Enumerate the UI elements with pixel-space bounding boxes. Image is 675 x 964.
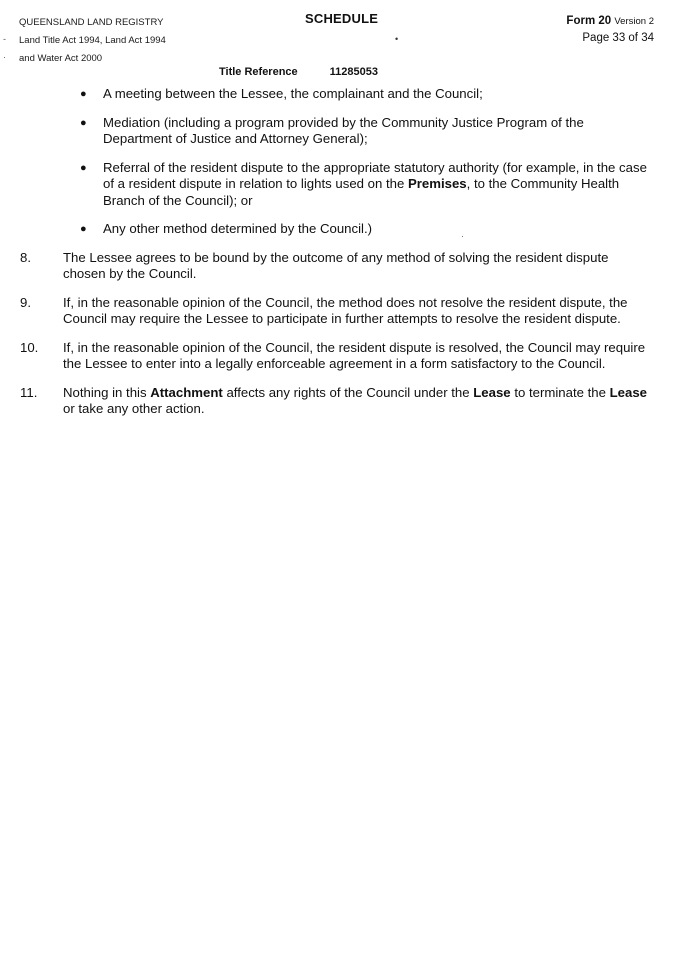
clause-number: 11. — [20, 384, 38, 400]
margin-tick-mark: · — [3, 52, 6, 62]
margin-tick-mark: - — [3, 34, 6, 44]
clause-number: 9. — [20, 294, 31, 310]
lease-term: Lease — [609, 384, 648, 400]
clause-text-part: affects any rights of the Council under the — [222, 384, 474, 400]
clause-text-part: or take any other action. — [63, 401, 205, 416]
registry-name: QUEENSLAND LAND REGISTRY — [19, 17, 164, 28]
lease-term: Lease — [473, 384, 511, 400]
bullet-text: Mediation (including a program provided by the Community Justice Program of the Department of Justice and Attorney General); — [103, 114, 584, 146]
title-reference — [219, 66, 378, 78]
clause-8 — [20, 250, 652, 283]
clause-11 — [20, 385, 652, 418]
bullet-icon: ● — [80, 116, 87, 129]
clause-number: 10. — [20, 339, 39, 355]
clause-text: If, in the reasonable opinion of the Council, the method does not resolve the resident dispute, the Council may require the Lessee to participate in further attempts to resolve the resident dispute. — [63, 294, 628, 326]
clause-text-part: to terminate the — [510, 384, 610, 400]
list-item — [80, 86, 652, 103]
bullet-icon: ● — [80, 223, 87, 235]
clause-9 — [20, 295, 652, 328]
schedule-heading: SCHEDULE — [305, 11, 379, 26]
stray-dot-mark: · — [461, 231, 464, 241]
bullet-text-part: Referral of the resident dispute to the appropriate statutory authority (for example, in the case of a resident dispute in relation to lights used on the — [103, 159, 647, 191]
bullet-text: A meeting between the Lessee, the complainant and the Council; — [103, 86, 483, 101]
title-reference-number: 11285053 — [329, 66, 379, 78]
dispute-methods-list — [20, 86, 652, 238]
registry-header — [19, 14, 166, 68]
document-body — [20, 86, 652, 430]
acts-line-2: and Water Act 2000 — [19, 53, 103, 64]
bullet-text: Any other method determined by the Council.) — [103, 221, 373, 236]
stray-dot-mark: • — [395, 34, 399, 44]
clause-text-part: Nothing in this — [63, 384, 151, 400]
form-info — [566, 13, 654, 47]
clause-list — [20, 250, 652, 418]
bullet-icon: ● — [80, 161, 87, 174]
list-item — [80, 160, 652, 210]
clause-number: 8. — [20, 249, 31, 265]
list-item — [80, 221, 652, 238]
form-version: Version 2 — [614, 16, 654, 27]
bullet-icon: ● — [80, 88, 87, 100]
page-number: Page 33 of 34 — [582, 32, 654, 44]
title-reference-label: Title Reference — [219, 66, 298, 78]
clause-text: The Lessee agrees to be bound by the outcome of any method of solving the resident dispute chosen by the Council. — [63, 249, 609, 281]
list-item — [80, 115, 652, 148]
clause-10 — [20, 340, 652, 373]
acts-line-1: Land Title Act 1994, Land Act 1994 — [19, 35, 166, 46]
clause-text: If, in the reasonable opinion of the Council, the resident dispute is resolved, the Council may require the Lessee to enter into a legally enforceable agreement in a form satisfactory to the Council. — [63, 339, 646, 371]
bullet-text-part: , to the Community Health Branch of the Council); or — [103, 176, 620, 208]
form-number: Form 20 — [566, 15, 612, 27]
premises-term: Premises — [407, 176, 467, 191]
attachment-term: Attachment — [150, 384, 223, 400]
